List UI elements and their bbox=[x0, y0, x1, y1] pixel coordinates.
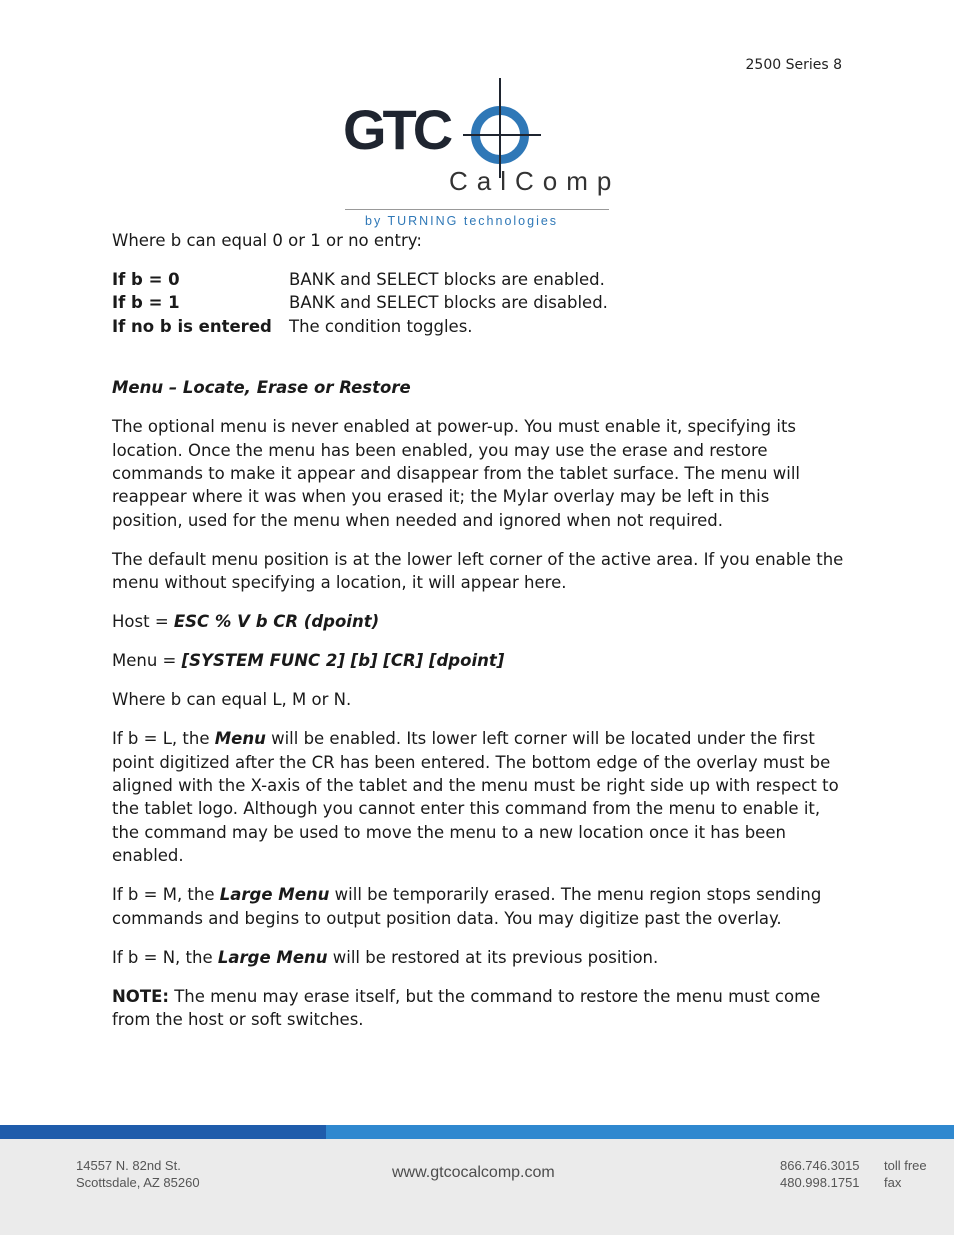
b-m-term: Large Menu bbox=[219, 885, 330, 905]
company-logo bbox=[343, 78, 621, 230]
b-l-term: Menu bbox=[214, 729, 266, 749]
phone-toll-free: 866.746.3015 bbox=[780, 1158, 860, 1173]
note-text: The menu may erase itself, but the command to restore the menu must come from the host or soft switches. bbox=[112, 986, 821, 1030]
address-line-2: Scottsdale, AZ 85260 bbox=[76, 1175, 200, 1190]
label-fax: fax bbox=[884, 1175, 902, 1190]
note-paragraph bbox=[112, 985, 844, 1032]
definition-row bbox=[112, 291, 608, 314]
paragraph-default-position: The default menu position is at the lower left corner of the active area. If you enable the menu without specifying a location, it will appear here. bbox=[112, 549, 844, 593]
footer-phone-labels bbox=[884, 1157, 927, 1191]
definition-term: If b = 0 bbox=[112, 270, 180, 289]
b-n-term: Large Menu bbox=[217, 947, 328, 967]
section-heading: Menu – Locate, Erase or Restore bbox=[112, 378, 411, 398]
host-command-line bbox=[112, 610, 844, 633]
note-label: NOTE: bbox=[112, 986, 169, 1006]
paragraph-menu-intro: The optional menu is never enabled at power-up. You must enable it, specifying its location. Once the menu has been enabled, you may use the erase and restore commands to make it appear and disappear from the tablet surface. The menu will reappear where it was when you erased it; the Mylar overlay may be left in this position, used for the menu when needed and ignored when not required. bbox=[112, 417, 800, 530]
logo-byline: by TURNING technologies bbox=[365, 214, 559, 228]
definition-term: If no b is entered bbox=[112, 316, 272, 336]
document-body bbox=[112, 229, 844, 1047]
intro-text: Where b can equal 0 or 1 or no entry: bbox=[112, 231, 422, 250]
b-n-prefix: If b = N, the bbox=[112, 947, 218, 967]
footer-stripe-dark bbox=[0, 1125, 326, 1139]
paragraph-b-l bbox=[112, 727, 844, 867]
page-header-label: 2500 Series 8 bbox=[745, 57, 842, 73]
b-m-prefix: If b = M, the bbox=[112, 885, 220, 905]
definition-desc: BANK and SELECT blocks are disabled. bbox=[289, 293, 608, 313]
b-m-text: will be temporarily erased. The menu region stops sending commands and begins to output position data. You may digitize past the overlay. bbox=[112, 885, 822, 928]
footer-address bbox=[76, 1157, 200, 1191]
menu-command: [SYSTEM FUNC 2] [b] [CR] [dpoint] bbox=[181, 651, 505, 671]
phone-fax: 480.998.1751 bbox=[780, 1175, 860, 1190]
logo-crosshair-horizontal bbox=[463, 134, 541, 136]
menu-label: Menu = bbox=[112, 651, 182, 671]
definition-row bbox=[112, 315, 608, 338]
definition-term: If b = 1 bbox=[112, 293, 180, 313]
paragraph-b-m bbox=[112, 883, 844, 930]
footer-website-link[interactable]: www.gtcocalcomp.com bbox=[392, 1164, 555, 1181]
menu-command-line bbox=[112, 649, 844, 672]
host-command: ESC % V b CR (dpoint) bbox=[173, 612, 380, 632]
b-l-text: will be enabled. Its lower left corner will be located under the first point digitized after the CR has been entered. The bottom edge of the overlay must be aligned with the X-axis of the tablet and the menu must be right side up with respect to the tablet logo. Although you cannot enter this command from the menu to enable it, the command may be used to move the menu to a new location once it has been enabled. bbox=[112, 729, 839, 866]
footer-stripe-light bbox=[326, 1125, 954, 1139]
host-label: Host = bbox=[112, 612, 174, 632]
logo-subtitle: CalComp bbox=[449, 166, 621, 196]
logo-crosshair-vertical bbox=[499, 78, 501, 178]
definition-table bbox=[112, 268, 608, 338]
address-line-1: 14557 N. 82nd St. bbox=[76, 1158, 181, 1173]
definition-desc: The condition toggles. bbox=[289, 316, 473, 336]
where-b-text: Where b can equal L, M or N. bbox=[112, 690, 352, 710]
definition-row bbox=[112, 268, 608, 291]
b-l-prefix: If b = L, the bbox=[112, 729, 215, 749]
logo-divider bbox=[345, 209, 609, 210]
paragraph-b-n bbox=[112, 946, 844, 969]
footer-phone-numbers bbox=[780, 1157, 860, 1191]
definition-desc: BANK and SELECT blocks are enabled. bbox=[289, 270, 605, 289]
b-n-text: will be restored at its previous position. bbox=[327, 947, 659, 967]
logo-wordmark: GTC bbox=[343, 98, 450, 161]
label-toll-free: toll free bbox=[884, 1158, 927, 1173]
